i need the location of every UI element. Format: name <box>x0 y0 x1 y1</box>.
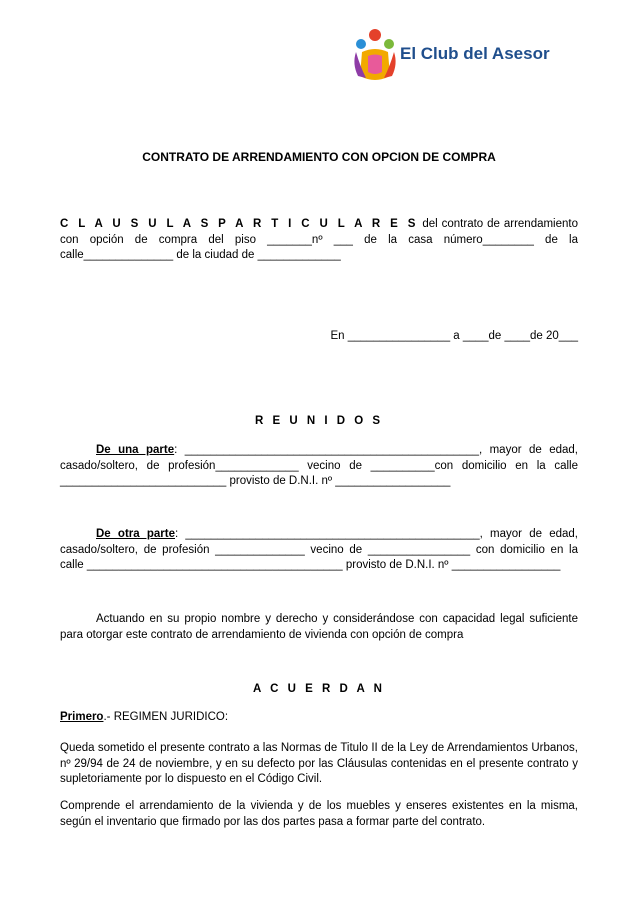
actuando-paragraph: Actuando en su propio nombre y derecho y considerándose con capacidad legal suficiente para otorgar este contrato de arrendamiento de vivienda con opción de compra <box>60 613 578 641</box>
regimen-paragraph-1: Queda sometido el presente contrato a las Normas de Titulo II de la Ley de Arrendamientos Urbanos, nº 29/94 de 24 de noviembre, y en su defecto por las Cláusulas contenidas en el presente contrato y supletoriamente por lo dispuesto en el Código Civil. <box>60 742 578 785</box>
regimen-paragraph-2: Comprende el arrendamiento de la vivienda y de los muebles y enseres existentes en la misma, según el inventario que firmado por las dos partes pasa a formar parte del contrato. <box>60 800 578 828</box>
parte1-paragraph <box>60 443 578 490</box>
reunidos-heading: R E U N I D O S <box>254 415 384 427</box>
document-title: CONTRATO DE ARRENDAMIENTO CON OPCION DE COMPRA <box>142 150 496 164</box>
primero-label: Primero <box>60 711 104 723</box>
acuerdan-heading: A C U E R D A N <box>253 683 385 695</box>
clausulas-heading: C L A U S U L A S P A R T I C U L A R E S <box>60 218 419 230</box>
parte2-paragraph <box>60 527 578 574</box>
clausulas-paragraph <box>60 217 578 264</box>
primero-heading <box>60 710 578 726</box>
parte1-text: : ______________________________________________, mayor de edad, casado/soltero, de profesión_____________ vecino de __________con domicilio en la calle __________________________ provisto de D.N.I. nº __________________ <box>60 444 578 487</box>
clausulas-text: del contrato de arrendamiento con opción de compra del piso _______nº ___ de la casa número________ de la calle______________ de la ciudad de _____________ <box>60 218 578 261</box>
club-del-asesor-logo <box>352 26 592 90</box>
parte1-label: De una parte <box>96 444 175 456</box>
logo-figures-icon <box>352 26 398 84</box>
date-line: En ________________ a ____de ____de 20___ <box>330 330 578 342</box>
parte2-label: De otra parte <box>96 528 175 540</box>
primero-text: .- REGIMEN JURIDICO: <box>103 711 229 723</box>
parte2-text: : ______________________________________________, mayor de edad, casado/soltero, de profesión ______________ vecino de ________________ con domicilio en la calle ________________________________________ provisto de D.N.I. nº _________________ <box>60 528 578 571</box>
logo-text: El Club del Asesor <box>400 44 550 63</box>
